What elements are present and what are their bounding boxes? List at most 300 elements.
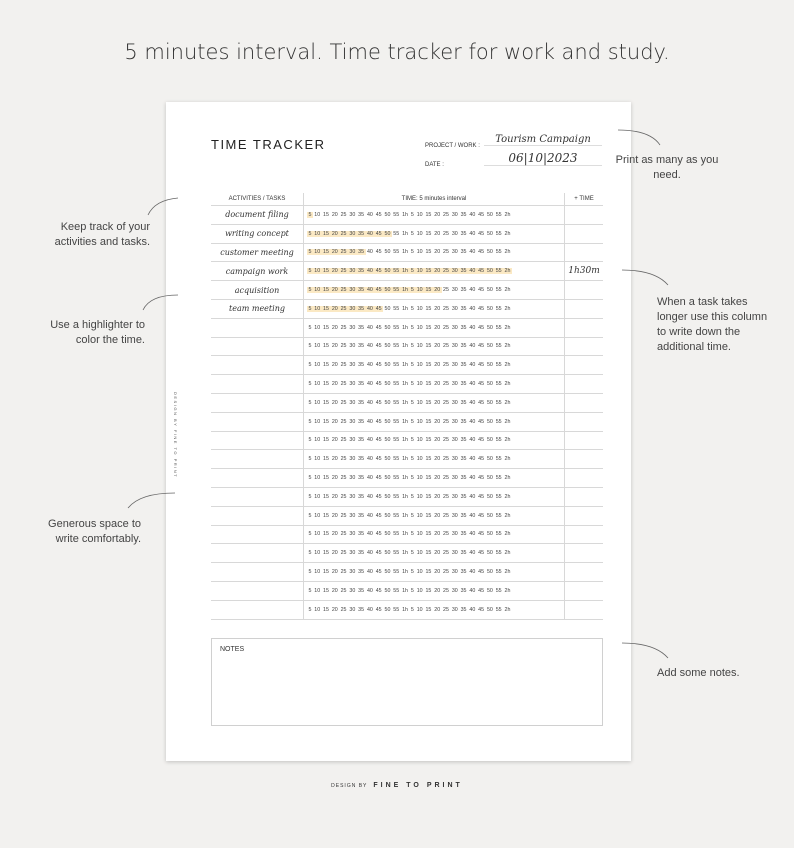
- time-tick[interactable]: 2h: [504, 456, 511, 463]
- time-tick[interactable]: 5: [410, 437, 414, 444]
- time-tick[interactable]: 45: [478, 362, 485, 369]
- time-tick[interactable]: 55: [393, 531, 400, 538]
- time-tick[interactable]: 25: [340, 362, 347, 369]
- time-tick[interactable]: 55: [393, 587, 400, 594]
- time-tick[interactable]: 55: [393, 211, 400, 218]
- time-tick[interactable]: 20: [331, 587, 338, 594]
- time-tick[interactable]: 5: [308, 324, 312, 331]
- time-tick[interactable]: 40: [366, 550, 373, 557]
- time-tick[interactable]: 40: [469, 381, 476, 388]
- time-tick[interactable]: 30: [451, 324, 458, 331]
- time-tick[interactable]: 20: [331, 287, 338, 294]
- time-tick[interactable]: 15: [323, 287, 329, 294]
- time-tick[interactable]: 55: [495, 381, 502, 388]
- time-tick[interactable]: 25: [443, 287, 449, 294]
- time-tick[interactable]: 15: [323, 569, 329, 576]
- time-tick[interactable]: 5: [308, 456, 312, 463]
- time-tick[interactable]: 35: [358, 268, 365, 275]
- time-tick[interactable]: 30: [451, 230, 458, 237]
- time-tick[interactable]: 45: [478, 381, 485, 388]
- time-tick[interactable]: 10: [314, 399, 321, 406]
- time-tick[interactable]: 10: [314, 437, 321, 444]
- time-tick[interactable]: 35: [460, 287, 467, 294]
- time-tick[interactable]: 55: [495, 475, 502, 482]
- time-tick[interactable]: 40: [469, 287, 476, 294]
- time-tick[interactable]: 50: [486, 324, 493, 331]
- time-tick[interactable]: 40: [366, 249, 373, 256]
- time-tick[interactable]: 30: [349, 343, 356, 350]
- time-tick[interactable]: 35: [358, 531, 365, 538]
- time-tick[interactable]: 55: [495, 399, 502, 406]
- time-tick[interactable]: 55: [495, 587, 502, 594]
- time-tick[interactable]: 35: [460, 512, 467, 519]
- time-tick[interactable]: 40: [366, 418, 373, 425]
- time-tick[interactable]: 15: [323, 493, 329, 500]
- time-tick[interactable]: 10: [314, 587, 321, 594]
- time-tick[interactable]: 15: [425, 493, 432, 500]
- time-tick[interactable]: 20: [434, 381, 441, 388]
- time-tick[interactable]: 20: [434, 418, 441, 425]
- time-tick[interactable]: 15: [425, 606, 432, 613]
- time-tick[interactable]: 40: [366, 531, 373, 538]
- time-tick[interactable]: 1h: [402, 550, 408, 557]
- time-tick[interactable]: 35: [358, 493, 365, 500]
- time-tick[interactable]: 25: [443, 569, 449, 576]
- time-tick[interactable]: 45: [375, 456, 382, 463]
- time-tick[interactable]: 45: [375, 437, 382, 444]
- time-tick[interactable]: 1h: [402, 569, 408, 576]
- time-tick[interactable]: 25: [443, 550, 449, 557]
- time-tick[interactable]: 1h: [402, 305, 408, 312]
- time-tick[interactable]: 5: [410, 456, 414, 463]
- time-tick[interactable]: 15: [323, 211, 329, 218]
- time-tick[interactable]: 1h: [402, 249, 408, 256]
- time-tick[interactable]: 25: [340, 324, 347, 331]
- time-tick[interactable]: 35: [460, 305, 467, 312]
- time-tick[interactable]: 45: [375, 362, 382, 369]
- time-tick[interactable]: 50: [486, 211, 493, 218]
- time-tick[interactable]: 15: [323, 249, 329, 256]
- time-tick[interactable]: 10: [314, 305, 321, 312]
- time-tick[interactable]: 30: [349, 287, 356, 294]
- time-tick[interactable]: 50: [384, 230, 391, 237]
- time-tick[interactable]: 55: [393, 437, 400, 444]
- time-tick[interactable]: 15: [425, 569, 432, 576]
- time-tick[interactable]: 55: [393, 606, 400, 613]
- time-tick[interactable]: 30: [451, 249, 458, 256]
- time-tick[interactable]: 30: [349, 305, 356, 312]
- time-tick[interactable]: 20: [434, 211, 441, 218]
- time-tick[interactable]: 5: [308, 287, 312, 294]
- time-tick[interactable]: 25: [340, 230, 347, 237]
- time-tick[interactable]: 50: [486, 606, 493, 613]
- time-tick[interactable]: 10: [314, 381, 321, 388]
- time-tick[interactable]: 2h: [504, 268, 511, 275]
- time-tick[interactable]: 5: [410, 211, 414, 218]
- time-tick[interactable]: 40: [469, 418, 476, 425]
- time-tick[interactable]: 5: [410, 418, 414, 425]
- time-tick[interactable]: 50: [486, 381, 493, 388]
- time-tick[interactable]: 55: [393, 512, 400, 519]
- time-tick[interactable]: 15: [425, 268, 432, 275]
- time-tick[interactable]: 25: [443, 437, 449, 444]
- time-tick[interactable]: 35: [460, 606, 467, 613]
- time-tick[interactable]: 45: [478, 211, 485, 218]
- time-tick[interactable]: 45: [375, 305, 382, 312]
- time-tick[interactable]: 15: [425, 437, 432, 444]
- time-tick[interactable]: 50: [486, 249, 493, 256]
- time-tick[interactable]: 30: [349, 437, 356, 444]
- time-tick[interactable]: 25: [443, 324, 449, 331]
- time-tick[interactable]: 40: [469, 512, 476, 519]
- time-tick[interactable]: 35: [358, 324, 365, 331]
- time-tick[interactable]: 30: [349, 456, 356, 463]
- time-tick[interactable]: 15: [323, 418, 329, 425]
- time-tick[interactable]: 35: [358, 587, 365, 594]
- time-tick[interactable]: 2h: [504, 324, 511, 331]
- task-cell[interactable]: campaign work: [211, 262, 304, 281]
- time-tick[interactable]: 55: [495, 418, 502, 425]
- time-tick[interactable]: 5: [410, 550, 414, 557]
- time-tick[interactable]: 1h: [402, 324, 408, 331]
- time-tick[interactable]: 10: [416, 249, 423, 256]
- time-tick[interactable]: 25: [340, 550, 347, 557]
- time-tick[interactable]: 10: [314, 456, 321, 463]
- time-tick[interactable]: 15: [323, 399, 329, 406]
- time-tick[interactable]: 35: [460, 381, 467, 388]
- time-tick[interactable]: 30: [349, 569, 356, 576]
- time-tick[interactable]: 35: [358, 550, 365, 557]
- time-tick[interactable]: 50: [384, 418, 391, 425]
- time-tick[interactable]: 55: [495, 324, 502, 331]
- time-tick[interactable]: 35: [460, 475, 467, 482]
- time-tick[interactable]: 5: [410, 230, 414, 237]
- time-tick[interactable]: 20: [331, 550, 338, 557]
- time-tick[interactable]: 35: [460, 493, 467, 500]
- time-tick[interactable]: 30: [451, 456, 458, 463]
- time-tick[interactable]: 30: [349, 512, 356, 519]
- time-tick[interactable]: 30: [349, 249, 356, 256]
- time-tick[interactable]: 20: [434, 475, 441, 482]
- time-tick[interactable]: 45: [375, 249, 382, 256]
- time-tick[interactable]: 30: [451, 418, 458, 425]
- time-tick[interactable]: 25: [443, 343, 449, 350]
- time-tick[interactable]: 20: [434, 531, 441, 538]
- time-tick[interactable]: 25: [443, 531, 449, 538]
- time-tick[interactable]: 2h: [504, 418, 511, 425]
- task-cell[interactable]: customer meeting: [211, 243, 304, 262]
- time-tick[interactable]: 50: [384, 531, 391, 538]
- time-tick[interactable]: 30: [349, 493, 356, 500]
- time-tick[interactable]: 20: [434, 324, 441, 331]
- time-tick[interactable]: 40: [469, 587, 476, 594]
- time-tick[interactable]: 5: [308, 230, 312, 237]
- time-tick[interactable]: 40: [366, 456, 373, 463]
- time-tick[interactable]: 35: [358, 606, 365, 613]
- time-tick[interactable]: 40: [469, 230, 476, 237]
- time-tick[interactable]: 45: [375, 381, 382, 388]
- time-tick[interactable]: 25: [443, 587, 449, 594]
- time-tick[interactable]: 55: [393, 381, 400, 388]
- time-tick[interactable]: 10: [416, 211, 423, 218]
- time-tick[interactable]: 25: [443, 249, 449, 256]
- time-tick[interactable]: 5: [410, 399, 414, 406]
- time-tick[interactable]: 5: [308, 512, 312, 519]
- time-tick[interactable]: 55: [393, 569, 400, 576]
- time-tick[interactable]: 35: [460, 362, 467, 369]
- time-tick[interactable]: 20: [434, 437, 441, 444]
- time-tick[interactable]: 2h: [504, 249, 511, 256]
- time-tick[interactable]: 15: [323, 268, 329, 275]
- time-tick[interactable]: 10: [416, 531, 423, 538]
- time-tick[interactable]: 10: [416, 606, 423, 613]
- time-tick[interactable]: 20: [434, 230, 441, 237]
- time-tick[interactable]: 55: [393, 418, 400, 425]
- time-tick[interactable]: 20: [434, 550, 441, 557]
- time-tick[interactable]: 20: [331, 249, 338, 256]
- time-tick[interactable]: 20: [331, 418, 338, 425]
- task-cell[interactable]: acquisition: [211, 281, 304, 300]
- time-tick[interactable]: 30: [349, 399, 356, 406]
- time-tick[interactable]: 20: [331, 475, 338, 482]
- time-tick[interactable]: 5: [410, 587, 414, 594]
- time-tick[interactable]: 20: [331, 268, 338, 275]
- time-tick[interactable]: 30: [451, 550, 458, 557]
- time-tick[interactable]: 5: [410, 249, 414, 256]
- time-tick[interactable]: 10: [416, 381, 423, 388]
- time-tick[interactable]: 35: [358, 399, 365, 406]
- time-tick[interactable]: 30: [451, 362, 458, 369]
- time-tick[interactable]: 5: [308, 249, 312, 256]
- time-tick[interactable]: 15: [323, 230, 329, 237]
- time-tick[interactable]: 25: [340, 493, 347, 500]
- time-tick[interactable]: 5: [308, 362, 312, 369]
- time-tick[interactable]: 55: [495, 230, 502, 237]
- time-tick[interactable]: 20: [434, 569, 441, 576]
- time-tick[interactable]: 2h: [504, 606, 511, 613]
- time-tick[interactable]: 10: [314, 287, 321, 294]
- time-tick[interactable]: 40: [366, 362, 373, 369]
- time-tick[interactable]: 25: [340, 437, 347, 444]
- time-tick[interactable]: 50: [486, 512, 493, 519]
- time-tick[interactable]: 1h: [402, 587, 408, 594]
- time-tick[interactable]: 20: [331, 531, 338, 538]
- time-tick[interactable]: 5: [308, 399, 312, 406]
- time-tick[interactable]: 50: [384, 399, 391, 406]
- time-tick[interactable]: 10: [416, 512, 423, 519]
- time-tick[interactable]: 50: [486, 437, 493, 444]
- time-tick[interactable]: 5: [308, 437, 312, 444]
- time-tick[interactable]: 40: [469, 324, 476, 331]
- time-tick[interactable]: 45: [375, 569, 382, 576]
- time-tick[interactable]: 25: [443, 305, 449, 312]
- time-tick[interactable]: 40: [366, 437, 373, 444]
- time-tick[interactable]: 55: [393, 550, 400, 557]
- time-tick[interactable]: 10: [416, 493, 423, 500]
- time-tick[interactable]: 5: [308, 343, 312, 350]
- time-tick[interactable]: 50: [384, 268, 391, 275]
- time-tick[interactable]: 15: [425, 587, 432, 594]
- time-tick[interactable]: 35: [358, 249, 365, 256]
- time-tick[interactable]: 35: [460, 531, 467, 538]
- time-tick[interactable]: 45: [478, 249, 485, 256]
- time-tick[interactable]: 5: [410, 531, 414, 538]
- time-tick[interactable]: 45: [478, 606, 485, 613]
- time-tick[interactable]: 35: [358, 305, 365, 312]
- time-tick[interactable]: 50: [486, 569, 493, 576]
- time-tick[interactable]: 40: [469, 475, 476, 482]
- time-tick[interactable]: 5: [410, 343, 414, 350]
- time-tick[interactable]: 50: [486, 230, 493, 237]
- time-tick[interactable]: 35: [358, 230, 365, 237]
- time-tick[interactable]: 2h: [504, 305, 511, 312]
- time-tick[interactable]: 15: [425, 512, 432, 519]
- time-tick[interactable]: 40: [366, 287, 373, 294]
- time-tick[interactable]: 50: [384, 381, 391, 388]
- time-tick[interactable]: 20: [434, 456, 441, 463]
- time-tick[interactable]: 30: [451, 587, 458, 594]
- time-tick[interactable]: 45: [478, 531, 485, 538]
- time-tick[interactable]: 5: [308, 531, 312, 538]
- time-tick[interactable]: 45: [375, 399, 382, 406]
- time-tick[interactable]: 2h: [504, 287, 511, 294]
- time-tick[interactable]: 40: [366, 399, 373, 406]
- time-tick[interactable]: 5: [410, 324, 414, 331]
- time-tick[interactable]: 40: [366, 343, 373, 350]
- time-tick[interactable]: 10: [314, 475, 321, 482]
- time-tick[interactable]: 50: [384, 569, 391, 576]
- time-tick[interactable]: 35: [460, 587, 467, 594]
- time-tick[interactable]: 25: [443, 381, 449, 388]
- time-tick[interactable]: 50: [486, 305, 493, 312]
- time-tick[interactable]: 50: [384, 456, 391, 463]
- time-tick[interactable]: 15: [425, 211, 432, 218]
- time-tick[interactable]: 20: [331, 324, 338, 331]
- time-tick[interactable]: 45: [478, 418, 485, 425]
- time-tick[interactable]: 45: [375, 287, 382, 294]
- time-tick[interactable]: 45: [478, 343, 485, 350]
- time-tick[interactable]: 35: [358, 343, 365, 350]
- time-tick[interactable]: 25: [443, 606, 449, 613]
- time-tick[interactable]: 5: [410, 381, 414, 388]
- time-tick[interactable]: 40: [469, 550, 476, 557]
- time-tick[interactable]: 1h: [402, 287, 408, 294]
- time-tick[interactable]: 1h: [402, 399, 408, 406]
- time-tick[interactable]: 50: [486, 343, 493, 350]
- time-tick[interactable]: 5: [410, 606, 414, 613]
- time-tick[interactable]: 20: [331, 211, 338, 218]
- time-tick[interactable]: 30: [349, 268, 356, 275]
- time-tick[interactable]: 55: [393, 475, 400, 482]
- time-tick[interactable]: 45: [478, 587, 485, 594]
- time-tick[interactable]: 15: [425, 475, 432, 482]
- time-tick[interactable]: 45: [375, 230, 382, 237]
- time-tick[interactable]: 1h: [402, 211, 408, 218]
- time-tick[interactable]: 20: [331, 493, 338, 500]
- time-tick[interactable]: 15: [323, 550, 329, 557]
- time-tick[interactable]: 20: [331, 381, 338, 388]
- time-tick[interactable]: 25: [340, 287, 347, 294]
- time-tick[interactable]: 10: [416, 287, 423, 294]
- time-tick[interactable]: 45: [478, 305, 485, 312]
- time-tick[interactable]: 10: [416, 418, 423, 425]
- time-tick[interactable]: 20: [331, 305, 338, 312]
- time-tick[interactable]: 2h: [504, 343, 511, 350]
- time-tick[interactable]: 55: [393, 362, 400, 369]
- time-tick[interactable]: 20: [434, 287, 441, 294]
- time-tick[interactable]: 1h: [402, 418, 408, 425]
- time-tick[interactable]: 45: [478, 550, 485, 557]
- time-tick[interactable]: 45: [375, 268, 382, 275]
- time-tick[interactable]: 40: [366, 475, 373, 482]
- time-tick[interactable]: 45: [478, 569, 485, 576]
- time-tick[interactable]: 45: [478, 230, 485, 237]
- time-tick[interactable]: 15: [323, 456, 329, 463]
- time-tick[interactable]: 50: [384, 606, 391, 613]
- time-tick[interactable]: 55: [393, 287, 400, 294]
- time-tick[interactable]: 15: [425, 399, 432, 406]
- time-tick[interactable]: 50: [384, 437, 391, 444]
- time-tick[interactable]: 35: [460, 437, 467, 444]
- time-tick[interactable]: 10: [416, 399, 423, 406]
- time-tick[interactable]: 20: [331, 343, 338, 350]
- time-tick[interactable]: 30: [349, 381, 356, 388]
- time-tick[interactable]: 35: [358, 437, 365, 444]
- time-tick[interactable]: 40: [366, 512, 373, 519]
- time-tick[interactable]: 2h: [504, 550, 511, 557]
- time-tick[interactable]: 5: [410, 569, 414, 576]
- time-tick[interactable]: 25: [340, 399, 347, 406]
- time-tick[interactable]: 45: [375, 343, 382, 350]
- time-tick[interactable]: 1h: [402, 362, 408, 369]
- time-tick[interactable]: 1h: [402, 437, 408, 444]
- time-tick[interactable]: 5: [308, 268, 312, 275]
- time-tick[interactable]: 35: [460, 211, 467, 218]
- time-tick[interactable]: 15: [323, 587, 329, 594]
- time-tick[interactable]: 15: [323, 343, 329, 350]
- time-tick[interactable]: 45: [478, 268, 485, 275]
- time-tick[interactable]: 50: [384, 324, 391, 331]
- time-tick[interactable]: 50: [384, 305, 391, 312]
- time-tick[interactable]: 20: [331, 569, 338, 576]
- time-tick[interactable]: 30: [451, 381, 458, 388]
- time-tick[interactable]: 40: [469, 531, 476, 538]
- time-tick[interactable]: 55: [393, 268, 400, 275]
- time-tick[interactable]: 50: [384, 512, 391, 519]
- time-tick[interactable]: 35: [358, 362, 365, 369]
- time-tick[interactable]: 2h: [504, 437, 511, 444]
- time-tick[interactable]: 35: [460, 456, 467, 463]
- time-tick[interactable]: 25: [340, 475, 347, 482]
- time-tick[interactable]: 35: [460, 230, 467, 237]
- time-tick[interactable]: 2h: [504, 512, 511, 519]
- time-tick[interactable]: 40: [366, 587, 373, 594]
- time-tick[interactable]: 40: [366, 324, 373, 331]
- time-tick[interactable]: 30: [349, 531, 356, 538]
- time-tick[interactable]: 20: [331, 606, 338, 613]
- time-tick[interactable]: 20: [434, 362, 441, 369]
- time-tick[interactable]: 30: [349, 324, 356, 331]
- time-tick[interactable]: 35: [358, 512, 365, 519]
- time-tick[interactable]: 40: [469, 268, 476, 275]
- time-tick[interactable]: 35: [460, 268, 467, 275]
- time-tick[interactable]: 5: [308, 381, 312, 388]
- time-tick[interactable]: 5: [410, 287, 414, 294]
- time-tick[interactable]: 15: [425, 456, 432, 463]
- time-tick[interactable]: 30: [349, 606, 356, 613]
- time-tick[interactable]: 35: [460, 249, 467, 256]
- time-tick[interactable]: 55: [495, 437, 502, 444]
